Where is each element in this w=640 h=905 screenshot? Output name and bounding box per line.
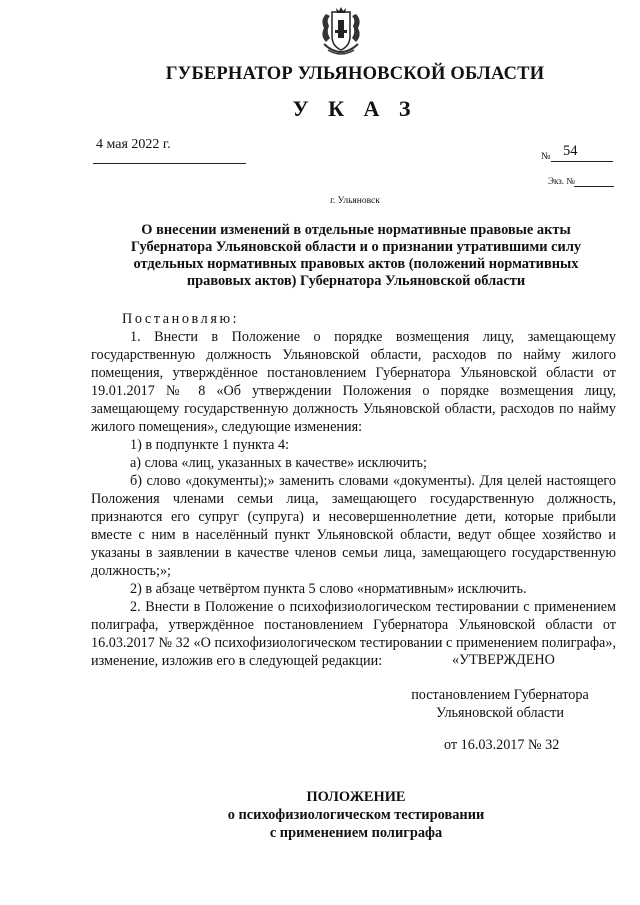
regulation-title (96, 788, 616, 842)
approval-stamp: «УТВЕРЖДЕНО (452, 652, 555, 668)
paragraph-item-1: 1. Внести в Положение о порядке возмещения лицу, замещающему государственную должность Ульяновской области, расходов по найму жилого помещения, утверждённое постановлением Губернатора Ульяновской области от 19.01.2017 № 8 «Об утверждении Положения о порядке возмещения лицу, замещающему государственную должность Ульяновской области, расходов по найму жилого помещения», следующие изменения: (91, 329, 616, 435)
heading-line: правовых актов) Губернатора Ульяновской области (186, 273, 526, 289)
approval-authority-line: Ульяновской области (436, 705, 564, 721)
issuer-title: ГУБЕРНАТОР УЛЬЯНОВСКОЙ ОБЛАСТИ (165, 64, 545, 84)
issue-city: г. Ульяновск (330, 196, 380, 206)
copy-number-label: Экз. № (548, 176, 575, 186)
heading-line: отдельных нормативных правовых актов (положений нормативных (133, 256, 579, 272)
heading-line: Губернатора Ульяновской области и о признании утратившими силу (130, 239, 582, 255)
regulation-subtitle: с применением полиграфа (269, 825, 443, 841)
postanovlyayu: Постановляю: (122, 311, 240, 327)
approval-date-number: от 16.03.2017 № 32 (444, 737, 560, 753)
paragraph-sub-1a: а) слова «лиц, указанных в качестве» исключить; (130, 455, 427, 471)
coat-of-arms-icon (318, 6, 364, 60)
paragraph-sub-1b: б) слово «документы);» заменить словами «документы). Для целей настоящего Положения членами семьи лица, замещающего государственную должность, признаются его супруг (супруга) и несовершеннолетние дети, которые прибыли вместе с ним в населённый пункт Ульяновской области, ведут общее хозяйство и указаны в заявлении в качестве членов семьи лица, замещающего государственную должность;»; (91, 473, 616, 579)
regulation-title-main: ПОЛОЖЕНИЕ (306, 789, 406, 805)
approval-authority-line: постановлением Губернатора (411, 687, 589, 703)
document-number: 54 (563, 143, 578, 159)
paragraph-sub-1: 1) в подпункте 1 пункта 4: (130, 437, 290, 453)
document-heading (96, 222, 616, 290)
paragraph-sub-2: 2) в абзаце четвёртом пункта 5 слово «нормативным» исключить. (130, 581, 527, 597)
heading-line: О внесении изменений в отдельные нормативные правовые акты (141, 222, 571, 238)
copy-number-underline (574, 186, 614, 187)
paragraph-item-2: 2. Внести в Положение о психофизиологическом тестировании с применением полиграфа, утверждённое постановлением Губернатора Ульяновской области от 16.03.2017 № 32 «О психофизиологическом тестировании с применением полиграфа», изменение, изложив его в следующей редакции: (91, 599, 616, 669)
regulation-subtitle: о психофизиологическом тестировании (227, 807, 485, 823)
date-underline (93, 163, 246, 164)
document-type: У К А З (292, 96, 418, 121)
number-label: № (541, 151, 551, 162)
document-date: 4 мая 2022 г. (96, 137, 171, 152)
document-body (91, 310, 616, 670)
approval-authority (405, 686, 595, 722)
number-underline (551, 161, 613, 162)
